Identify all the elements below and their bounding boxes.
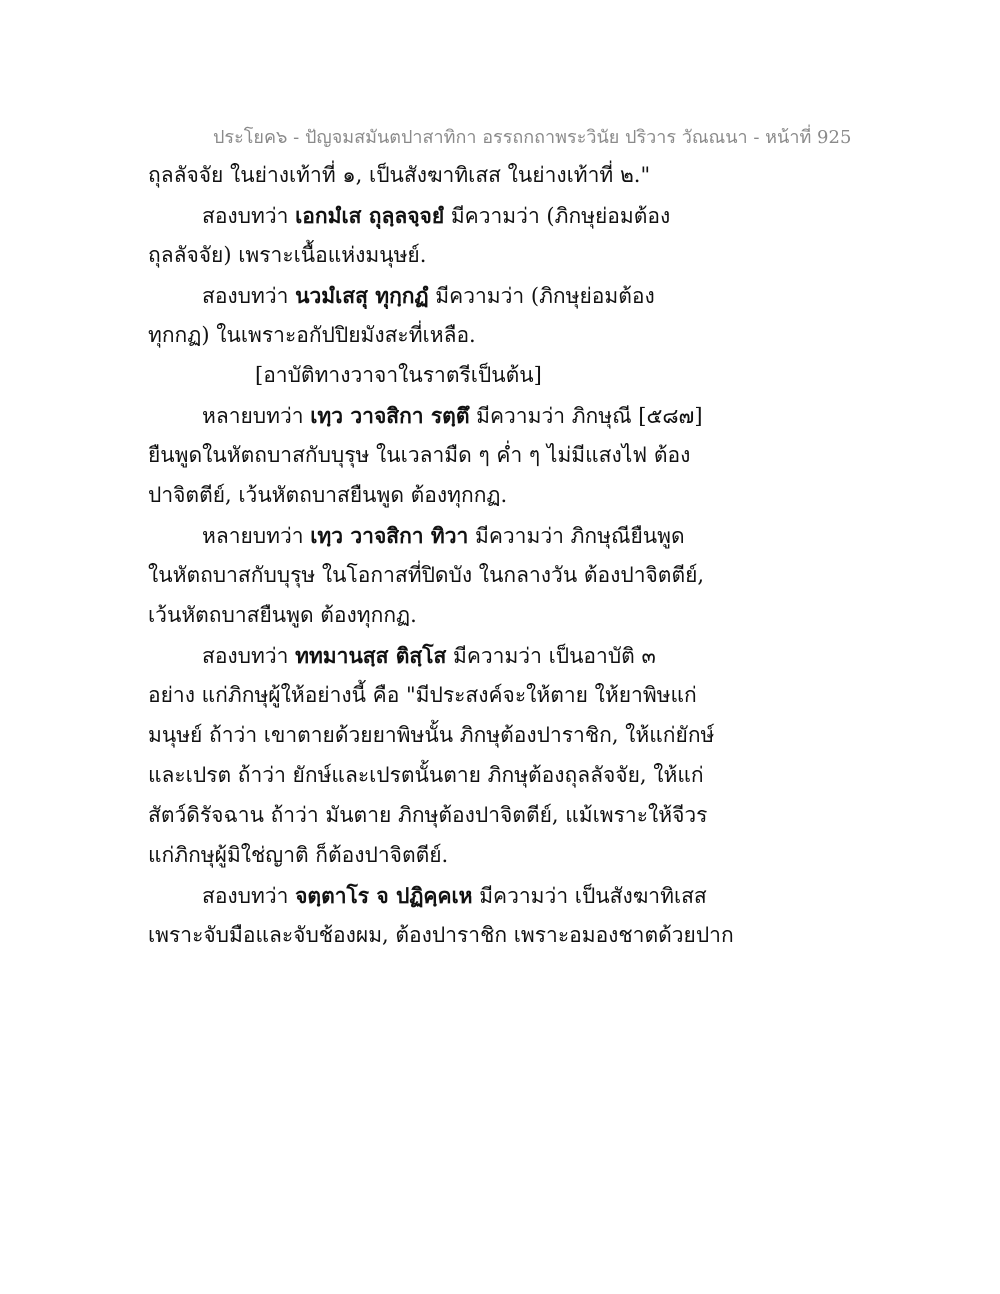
text-segment: ทุกกฏ) ในเพราะอกัปปิยมังสะที่เหลือ. [148,323,476,347]
text-line-15 [148,725,714,746]
text-line-14 [148,685,697,706]
text-line-17 [148,805,707,826]
text-segment: สองบทว่า [202,204,296,228]
text-segment: แก่ภิกษุผู้มิใช่ญาติ ก็ต้องปาจิตตีย์. [148,843,449,867]
text-line-2 [202,205,670,227]
pali-term: เอกมํเส ถุลฺลจฺจยํ [295,203,445,228]
text-segment: อย่าง แก่ภิกษุผู้ให้อย่างนี้ คือ "มีประสงค์จะให้ตาย ให้ยาพิษแก่ [148,683,697,707]
text-segment: มีความว่า ภิกษุณียืนพูด [468,524,685,548]
pali-term: จตฺตาโร จ ปฏิคฺคเห [295,883,473,908]
text-line-7 [202,405,703,427]
text-segment: มีความว่า เป็นอาบัติ ๓ [446,644,656,668]
text-segment: สองบทว่า [202,284,296,308]
text-line-12 [148,605,417,626]
text-line-11 [148,565,704,586]
text-line-16 [148,765,704,786]
text-segment: เพราะจับมือและจับช้องผม, ต้องปาราชิก เพราะอมองชาตด้วยปาก [148,923,734,947]
text-line-19 [202,885,707,907]
page-header: ประโยค๖ - ปัญจมสมันตปาสาทิกา อรรถกถาพระวินัย ปริวาร วัณณนา - หน้าที่ 925 [213,127,852,148]
pali-term: ททมานสฺส ติสฺโส [295,643,447,668]
text-segment: มีความว่า (ภิกษุย่อมต้อง [428,284,655,308]
text-line-9 [148,485,507,506]
text-segment: มนุษย์ ถ้าว่า เขาตายด้วยยาพิษนั้น ภิกษุต้องปาราชิก, ให้แก่ยักษ์ [148,723,715,747]
text-line-8 [148,445,690,466]
text-segment: มีความว่า ภิกษุณี [๕๘๗] [469,404,703,428]
text-segment: สองบทว่า [202,644,296,668]
text-line-20 [148,925,734,946]
text-line-18 [148,845,448,866]
text-segment: ถุลลัจจัย ในย่างเท้าที่ ๑, เป็นสังฆาทิเสส ในย่างเท้าที่ ๒." [148,163,651,187]
text-line-4 [202,285,655,307]
text-segment: สองบทว่า [202,884,296,908]
text-segment: ปาจิตตีย์, เว้นหัตถบาสยืนพูด ต้องทุกกฏ. [148,483,508,507]
text-segment: ยืนพูดในหัตถบาสกับบุรุษ ในเวลามืด ๆ ค่ำ ๆ ไม่มีแสงไฟ ต้อง [148,443,691,467]
text-segment: และเปรต ถ้าว่า ยักษ์และเปรตนั้นตาย ภิกษุต้องถุลลัจจัย, ให้แก่ [148,763,704,787]
text-line-13 [202,645,656,667]
text-segment: มีความว่า เป็นสังฆาทิเสส [472,884,707,908]
pali-term: นวมํเสสุ ทุกฺกฏํ [295,283,429,308]
text-segment: ถุลลัจจัย) เพราะเนื้อแห่งมนุษย์. [148,243,427,267]
text-segment: ในหัตถบาสกับบุรุษ ในโอกาสที่ปิดบัง ในกลางวัน ต้องปาจิตตีย์, [148,563,705,587]
text-line-5 [148,325,476,346]
section-heading [255,365,542,386]
text-segment: มีความว่า (ภิกษุย่อมต้อง [444,204,671,228]
text-line-10 [202,525,685,547]
text-segment: [อาบัติทางวาจาในราตรีเป็นต้น] [255,363,542,387]
pali-term: เทฺว วาจสิกา ทิวา [310,523,469,548]
text-segment: หลายบทว่า [202,404,311,428]
text-segment: เว้นหัตถบาสยืนพูด ต้องทุกกฏ. [148,603,417,627]
text-line-1 [148,165,650,186]
text-segment: สัตว์ดิรัจฉาน ถ้าว่า มันตาย ภิกษุต้องปาจิตตีย์, แม้เพราะให้จีวร [148,803,708,827]
text-segment: หลายบทว่า [202,524,311,548]
text-line-3 [148,245,426,266]
pali-term: เทฺว วาจสิกา รตฺตึ [310,403,470,428]
